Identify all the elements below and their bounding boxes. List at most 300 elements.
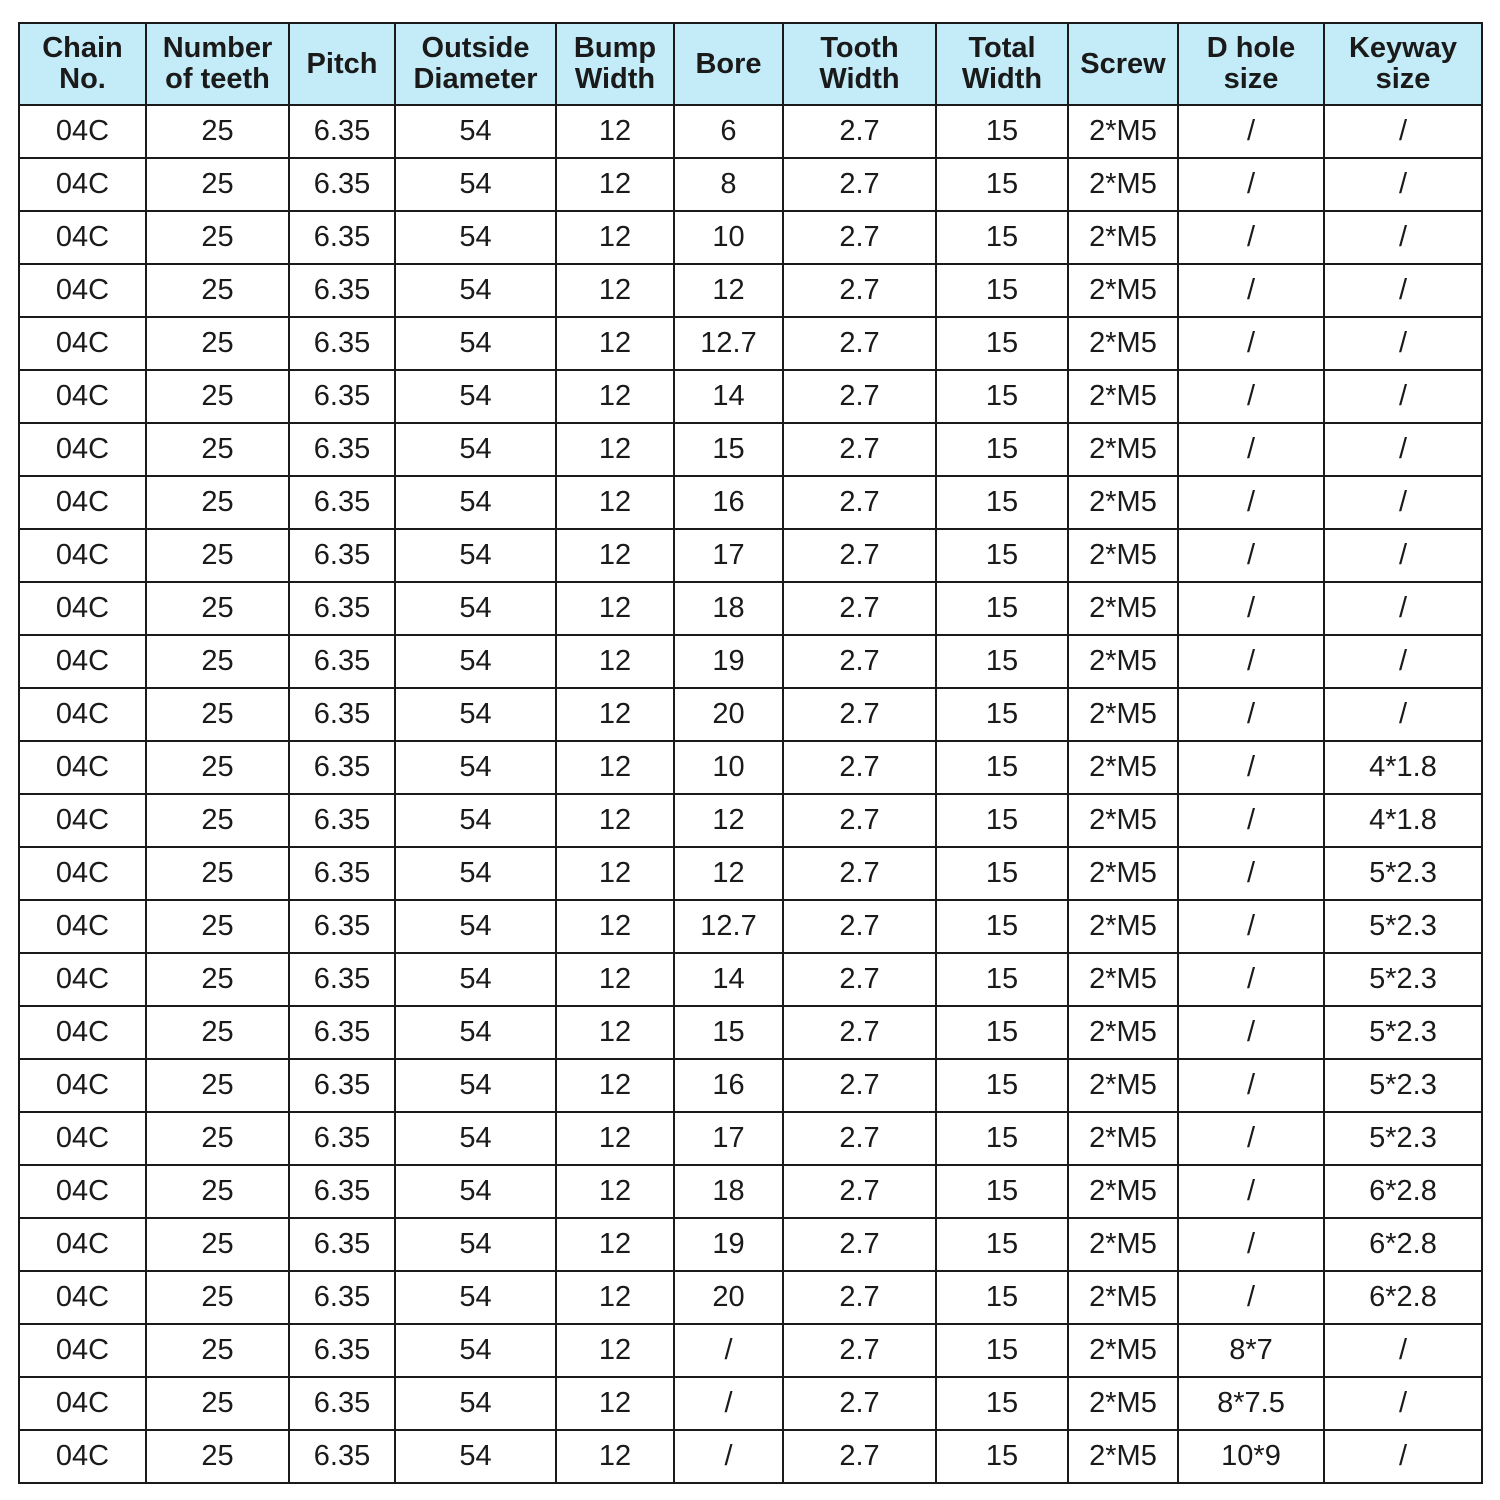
table-cell: 12 bbox=[556, 158, 674, 211]
table-cell: 15 bbox=[674, 1006, 783, 1059]
table-cell: 25 bbox=[146, 1059, 289, 1112]
table-cell: 2*M5 bbox=[1068, 847, 1178, 900]
table-cell: 2*M5 bbox=[1068, 688, 1178, 741]
table-cell: 2*M5 bbox=[1068, 1165, 1178, 1218]
table-row bbox=[19, 582, 1482, 635]
table-cell: 15 bbox=[936, 211, 1068, 264]
table-row bbox=[19, 105, 1482, 158]
table-cell: 10*9 bbox=[1178, 1430, 1324, 1483]
table-cell: 04C bbox=[19, 1218, 146, 1271]
column-header bbox=[674, 23, 783, 105]
table-cell: 04C bbox=[19, 953, 146, 1006]
table-cell: / bbox=[1178, 900, 1324, 953]
table-cell: 6.35 bbox=[289, 370, 395, 423]
table-cell: 54 bbox=[395, 1377, 556, 1430]
table-cell: 25 bbox=[146, 211, 289, 264]
column-header bbox=[1068, 23, 1178, 105]
table-cell: 2*M5 bbox=[1068, 370, 1178, 423]
table-cell: 25 bbox=[146, 794, 289, 847]
table-cell: 15 bbox=[936, 1377, 1068, 1430]
table-cell: 6.35 bbox=[289, 1218, 395, 1271]
table-cell: 2.7 bbox=[783, 476, 936, 529]
table-cell: 2.7 bbox=[783, 105, 936, 158]
table-cell: 6.35 bbox=[289, 264, 395, 317]
table-cell: 5*2.3 bbox=[1324, 1006, 1482, 1059]
table-cell: 2.7 bbox=[783, 370, 936, 423]
table-cell: 25 bbox=[146, 1271, 289, 1324]
table-cell: 54 bbox=[395, 1006, 556, 1059]
table-cell: / bbox=[1178, 953, 1324, 1006]
table-cell: / bbox=[1324, 105, 1482, 158]
table-cell: 12 bbox=[556, 1324, 674, 1377]
table-row bbox=[19, 953, 1482, 1006]
table-cell: 2*M5 bbox=[1068, 1006, 1178, 1059]
table-cell: 04C bbox=[19, 158, 146, 211]
table-cell: 25 bbox=[146, 1218, 289, 1271]
table-cell: 16 bbox=[674, 1059, 783, 1112]
table-cell: 6.35 bbox=[289, 1059, 395, 1112]
column-header-line: Number bbox=[162, 32, 273, 64]
table-cell: 19 bbox=[674, 1218, 783, 1271]
table-cell: / bbox=[1178, 847, 1324, 900]
table-cell: / bbox=[1324, 529, 1482, 582]
table-cell: 12 bbox=[556, 794, 674, 847]
table-cell: 15 bbox=[936, 476, 1068, 529]
table-cell: 04C bbox=[19, 423, 146, 476]
table-cell: 15 bbox=[936, 741, 1068, 794]
table-cell: 2*M5 bbox=[1068, 741, 1178, 794]
table-cell: / bbox=[1324, 1430, 1482, 1483]
table-cell: 6.35 bbox=[289, 529, 395, 582]
table-cell: 2*M5 bbox=[1068, 105, 1178, 158]
table-cell: 25 bbox=[146, 317, 289, 370]
table-row bbox=[19, 1112, 1482, 1165]
table-row bbox=[19, 741, 1482, 794]
table-cell: 2*M5 bbox=[1068, 953, 1178, 1006]
table-cell: / bbox=[1324, 370, 1482, 423]
table-cell: 2.7 bbox=[783, 635, 936, 688]
table-cell: / bbox=[1324, 476, 1482, 529]
table-cell: / bbox=[1324, 158, 1482, 211]
table-cell: 2.7 bbox=[783, 847, 936, 900]
table-cell: 25 bbox=[146, 1112, 289, 1165]
table-cell: / bbox=[1178, 688, 1324, 741]
column-header-line: No. bbox=[59, 63, 106, 95]
table-cell: 5*2.3 bbox=[1324, 900, 1482, 953]
table-cell: 54 bbox=[395, 529, 556, 582]
table-cell: 2.7 bbox=[783, 794, 936, 847]
table-cell: 04C bbox=[19, 370, 146, 423]
table-cell: / bbox=[674, 1430, 783, 1483]
table-body bbox=[19, 105, 1482, 1483]
table-cell: 2*M5 bbox=[1068, 794, 1178, 847]
table-cell: 6.35 bbox=[289, 1006, 395, 1059]
table-cell: 2*M5 bbox=[1068, 635, 1178, 688]
table-cell: 15 bbox=[936, 423, 1068, 476]
table-cell: 6.35 bbox=[289, 741, 395, 794]
column-header-line: Bump bbox=[573, 32, 657, 64]
table-cell: 54 bbox=[395, 264, 556, 317]
table-cell: 2*M5 bbox=[1068, 423, 1178, 476]
column-header-line: Diameter bbox=[413, 63, 538, 95]
table-cell: 12 bbox=[556, 476, 674, 529]
table-cell: 2.7 bbox=[783, 317, 936, 370]
table-cell: 15 bbox=[936, 1271, 1068, 1324]
table-cell: 54 bbox=[395, 794, 556, 847]
table-row bbox=[19, 1059, 1482, 1112]
table-cell: 12 bbox=[674, 264, 783, 317]
column-header bbox=[936, 23, 1068, 105]
table-cell: 25 bbox=[146, 423, 289, 476]
table-row bbox=[19, 1377, 1482, 1430]
column-header-line: Bore bbox=[695, 47, 762, 80]
table-row bbox=[19, 1006, 1482, 1059]
table-row bbox=[19, 423, 1482, 476]
table-cell: 2.7 bbox=[783, 211, 936, 264]
table-cell: 25 bbox=[146, 370, 289, 423]
table-cell: 8*7 bbox=[1178, 1324, 1324, 1377]
column-header bbox=[146, 23, 289, 105]
table-cell: / bbox=[1178, 1165, 1324, 1218]
table-cell: 12 bbox=[556, 1059, 674, 1112]
column-header bbox=[395, 23, 556, 105]
table-cell: 54 bbox=[395, 317, 556, 370]
table-cell: 6.35 bbox=[289, 211, 395, 264]
table-cell: 25 bbox=[146, 847, 289, 900]
table-cell: 6.35 bbox=[289, 794, 395, 847]
table-cell: 04C bbox=[19, 741, 146, 794]
table-cell: 6 bbox=[674, 105, 783, 158]
table-cell: 54 bbox=[395, 1324, 556, 1377]
table-cell: 15 bbox=[936, 1218, 1068, 1271]
table-cell: / bbox=[1178, 635, 1324, 688]
table-row bbox=[19, 635, 1482, 688]
table-cell: 2*M5 bbox=[1068, 476, 1178, 529]
table-cell: 12 bbox=[556, 1271, 674, 1324]
table-cell: 6.35 bbox=[289, 317, 395, 370]
table-cell: 54 bbox=[395, 211, 556, 264]
table-cell: 2.7 bbox=[783, 158, 936, 211]
table-cell: 6.35 bbox=[289, 158, 395, 211]
table-cell: 2.7 bbox=[783, 1218, 936, 1271]
table-cell: 15 bbox=[674, 423, 783, 476]
table-cell: / bbox=[1178, 1059, 1324, 1112]
table-row bbox=[19, 688, 1482, 741]
table-cell: 5*2.3 bbox=[1324, 1059, 1482, 1112]
table-cell: 04C bbox=[19, 476, 146, 529]
table-cell: 12 bbox=[674, 847, 783, 900]
table-cell: 2*M5 bbox=[1068, 158, 1178, 211]
table-cell: / bbox=[1178, 423, 1324, 476]
table-cell: / bbox=[1178, 794, 1324, 847]
table-cell: 54 bbox=[395, 1271, 556, 1324]
table-cell: 04C bbox=[19, 264, 146, 317]
table-cell: 6*2.8 bbox=[1324, 1165, 1482, 1218]
table-cell: 20 bbox=[674, 1271, 783, 1324]
table-cell: 12 bbox=[556, 529, 674, 582]
table-cell: 10 bbox=[674, 211, 783, 264]
table-cell: 19 bbox=[674, 635, 783, 688]
table-cell: 6.35 bbox=[289, 1377, 395, 1430]
table-cell: / bbox=[1178, 105, 1324, 158]
table-cell: 12 bbox=[556, 370, 674, 423]
table-cell: / bbox=[1324, 423, 1482, 476]
table-cell: 15 bbox=[936, 953, 1068, 1006]
table-cell: 04C bbox=[19, 1377, 146, 1430]
table-cell: 15 bbox=[936, 1430, 1068, 1483]
table-cell: 15 bbox=[936, 794, 1068, 847]
table-cell: 04C bbox=[19, 1430, 146, 1483]
table-cell: 17 bbox=[674, 529, 783, 582]
table-cell: 04C bbox=[19, 211, 146, 264]
table-cell: 12 bbox=[556, 847, 674, 900]
table-cell: 5*2.3 bbox=[1324, 1112, 1482, 1165]
table-cell: 12 bbox=[556, 317, 674, 370]
table-cell: 15 bbox=[936, 635, 1068, 688]
table-cell: 15 bbox=[936, 1165, 1068, 1218]
table-cell: 25 bbox=[146, 741, 289, 794]
table-cell: / bbox=[1324, 1324, 1482, 1377]
table-cell: 2*M5 bbox=[1068, 211, 1178, 264]
table-cell: 2*M5 bbox=[1068, 1059, 1178, 1112]
table-cell: 12 bbox=[556, 105, 674, 158]
table-cell: / bbox=[1324, 688, 1482, 741]
column-header-line: Width bbox=[819, 63, 900, 95]
table-cell: / bbox=[1324, 264, 1482, 317]
table-row bbox=[19, 264, 1482, 317]
table-cell: 12 bbox=[556, 1377, 674, 1430]
table-cell: 15 bbox=[936, 582, 1068, 635]
table-cell: 54 bbox=[395, 847, 556, 900]
table-cell: 25 bbox=[146, 900, 289, 953]
table-cell: 54 bbox=[395, 582, 556, 635]
column-header-line: of teeth bbox=[165, 63, 270, 95]
table-cell: 15 bbox=[936, 317, 1068, 370]
table-cell: 2.7 bbox=[783, 582, 936, 635]
table-cell: 04C bbox=[19, 900, 146, 953]
table-cell: 2*M5 bbox=[1068, 582, 1178, 635]
table-cell: 15 bbox=[936, 158, 1068, 211]
table-row bbox=[19, 370, 1482, 423]
table-cell: 25 bbox=[146, 582, 289, 635]
table-row bbox=[19, 900, 1482, 953]
table-cell: 6.35 bbox=[289, 847, 395, 900]
table-cell: / bbox=[1178, 1112, 1324, 1165]
table-cell: 15 bbox=[936, 529, 1068, 582]
table-cell: 12 bbox=[556, 953, 674, 1006]
table-cell: 2.7 bbox=[783, 741, 936, 794]
table-cell: 25 bbox=[146, 1430, 289, 1483]
column-header bbox=[783, 23, 936, 105]
table-row bbox=[19, 529, 1482, 582]
table-cell: 6.35 bbox=[289, 688, 395, 741]
table-cell: / bbox=[1324, 317, 1482, 370]
table-cell: / bbox=[1178, 211, 1324, 264]
table-cell: 25 bbox=[146, 264, 289, 317]
table-cell: / bbox=[1178, 582, 1324, 635]
table-cell: 6.35 bbox=[289, 1430, 395, 1483]
table-row bbox=[19, 847, 1482, 900]
table-cell: 54 bbox=[395, 900, 556, 953]
table-cell: 2.7 bbox=[783, 1377, 936, 1430]
table-cell: 04C bbox=[19, 1006, 146, 1059]
table-cell: 12 bbox=[556, 1165, 674, 1218]
table-cell: 17 bbox=[674, 1112, 783, 1165]
table-cell: / bbox=[1178, 1218, 1324, 1271]
column-header-line: Tooth bbox=[820, 32, 899, 64]
table-cell: 2.7 bbox=[783, 1165, 936, 1218]
table-cell: 12 bbox=[556, 211, 674, 264]
table-row bbox=[19, 1218, 1482, 1271]
table-cell: 4*1.8 bbox=[1324, 741, 1482, 794]
table-cell: 2*M5 bbox=[1068, 264, 1178, 317]
table-cell: / bbox=[1178, 1271, 1324, 1324]
column-header bbox=[289, 23, 395, 105]
table-cell: 54 bbox=[395, 105, 556, 158]
column-header-line: Screw bbox=[1080, 47, 1166, 80]
table-cell: 2*M5 bbox=[1068, 900, 1178, 953]
table-row bbox=[19, 1165, 1482, 1218]
table-cell: 10 bbox=[674, 741, 783, 794]
table-cell: 8 bbox=[674, 158, 783, 211]
table-cell: 04C bbox=[19, 847, 146, 900]
table-cell: / bbox=[1178, 264, 1324, 317]
table-cell: 14 bbox=[674, 370, 783, 423]
table-cell: 12 bbox=[556, 1218, 674, 1271]
table-row bbox=[19, 1430, 1482, 1483]
table-cell: 12 bbox=[556, 688, 674, 741]
table-cell: 25 bbox=[146, 635, 289, 688]
table-cell: / bbox=[1178, 741, 1324, 794]
table-cell: 04C bbox=[19, 529, 146, 582]
table-cell: 2*M5 bbox=[1068, 1112, 1178, 1165]
table-header bbox=[19, 23, 1482, 105]
table-cell: / bbox=[1178, 529, 1324, 582]
table-cell: 15 bbox=[936, 688, 1068, 741]
table-cell: / bbox=[674, 1377, 783, 1430]
table-cell: 4*1.8 bbox=[1324, 794, 1482, 847]
table-cell: / bbox=[1324, 582, 1482, 635]
table-cell: 6.35 bbox=[289, 582, 395, 635]
table-cell: 2.7 bbox=[783, 1324, 936, 1377]
table-cell: 04C bbox=[19, 1112, 146, 1165]
table-cell: 54 bbox=[395, 1059, 556, 1112]
table-cell: 04C bbox=[19, 635, 146, 688]
table-cell: 54 bbox=[395, 476, 556, 529]
table-cell: / bbox=[1178, 158, 1324, 211]
table-cell: 15 bbox=[936, 1059, 1068, 1112]
table-cell: 54 bbox=[395, 953, 556, 1006]
table-cell: 25 bbox=[146, 1165, 289, 1218]
table-cell: 25 bbox=[146, 1377, 289, 1430]
table-cell: 12 bbox=[556, 900, 674, 953]
table-cell: 12 bbox=[556, 741, 674, 794]
table-row bbox=[19, 1324, 1482, 1377]
table-cell: 25 bbox=[146, 1006, 289, 1059]
table-cell: 54 bbox=[395, 741, 556, 794]
column-header-line: D hole bbox=[1206, 32, 1296, 64]
table-cell: 12 bbox=[556, 264, 674, 317]
header-row bbox=[19, 23, 1482, 105]
table-cell: 6.35 bbox=[289, 900, 395, 953]
table-cell: 2.7 bbox=[783, 900, 936, 953]
table-cell: 54 bbox=[395, 370, 556, 423]
column-header bbox=[1324, 23, 1482, 105]
table-cell: 04C bbox=[19, 688, 146, 741]
table-cell: 2.7 bbox=[783, 423, 936, 476]
table-cell: 2*M5 bbox=[1068, 1271, 1178, 1324]
table-cell: 25 bbox=[146, 529, 289, 582]
table-row bbox=[19, 158, 1482, 211]
column-header-line: Pitch bbox=[306, 47, 378, 80]
table-cell: 04C bbox=[19, 1059, 146, 1112]
table-cell: 20 bbox=[674, 688, 783, 741]
table-cell: 5*2.3 bbox=[1324, 847, 1482, 900]
table-cell: 2.7 bbox=[783, 1271, 936, 1324]
table-cell: 54 bbox=[395, 1218, 556, 1271]
table-cell: 15 bbox=[936, 1006, 1068, 1059]
table-cell: 2*M5 bbox=[1068, 1324, 1178, 1377]
table-cell: 6.35 bbox=[289, 476, 395, 529]
table-row bbox=[19, 1271, 1482, 1324]
table-cell: 12 bbox=[674, 794, 783, 847]
table-cell: 6.35 bbox=[289, 1324, 395, 1377]
table-cell: 2.7 bbox=[783, 1006, 936, 1059]
table-cell: 15 bbox=[936, 105, 1068, 158]
table-cell: 8*7.5 bbox=[1178, 1377, 1324, 1430]
table-cell: 15 bbox=[936, 847, 1068, 900]
table-cell: 2.7 bbox=[783, 264, 936, 317]
table-cell: 2.7 bbox=[783, 1430, 936, 1483]
table-cell: 2.7 bbox=[783, 1112, 936, 1165]
table-cell: 25 bbox=[146, 158, 289, 211]
table-cell: / bbox=[674, 1324, 783, 1377]
table-cell: 18 bbox=[674, 1165, 783, 1218]
table-cell: 5*2.3 bbox=[1324, 953, 1482, 1006]
table-cell: 54 bbox=[395, 1430, 556, 1483]
table-cell: 04C bbox=[19, 1271, 146, 1324]
table-cell: 6*2.8 bbox=[1324, 1271, 1482, 1324]
table-cell: / bbox=[1178, 370, 1324, 423]
table-cell: 12 bbox=[556, 1006, 674, 1059]
table-cell: / bbox=[1324, 635, 1482, 688]
table-row bbox=[19, 476, 1482, 529]
table-cell: 6.35 bbox=[289, 1165, 395, 1218]
table-cell: 54 bbox=[395, 635, 556, 688]
column-header-line: Width bbox=[574, 63, 656, 95]
table-cell: 15 bbox=[936, 900, 1068, 953]
table-cell: 15 bbox=[936, 370, 1068, 423]
table-row bbox=[19, 317, 1482, 370]
table-cell: 2.7 bbox=[783, 688, 936, 741]
table-cell: 54 bbox=[395, 1165, 556, 1218]
table-cell: 15 bbox=[936, 264, 1068, 317]
table-cell: 12 bbox=[556, 635, 674, 688]
table-cell: 25 bbox=[146, 953, 289, 1006]
table-cell: 25 bbox=[146, 1324, 289, 1377]
table-cell: 04C bbox=[19, 1324, 146, 1377]
table-cell: 6.35 bbox=[289, 1112, 395, 1165]
table-cell: 6.35 bbox=[289, 423, 395, 476]
table-cell: / bbox=[1324, 211, 1482, 264]
column-header bbox=[1178, 23, 1324, 105]
table-row bbox=[19, 794, 1482, 847]
table-cell: / bbox=[1324, 1377, 1482, 1430]
table-cell: 6.35 bbox=[289, 1271, 395, 1324]
table-cell: 2*M5 bbox=[1068, 1430, 1178, 1483]
column-header-line: Chain bbox=[42, 32, 123, 64]
table-cell: 25 bbox=[146, 105, 289, 158]
